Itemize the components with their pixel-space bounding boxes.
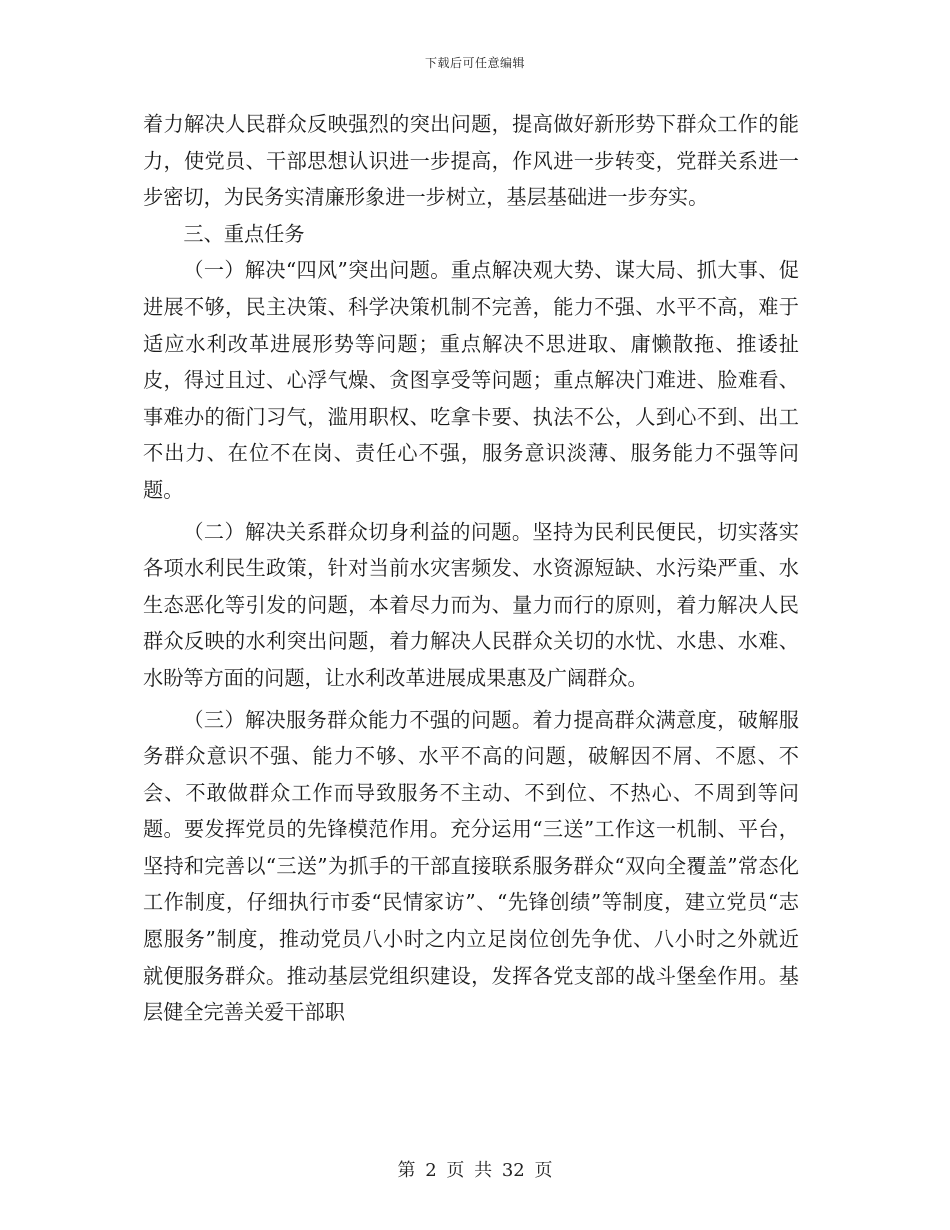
- section-heading-key-tasks: 三、重点任务: [183, 221, 305, 246]
- page-number-footer: 第 2 页 共 32 页: [397, 1160, 553, 1181]
- paragraph-task-2: （二）解决关系群众切身利益的问题。坚持为民利民便民，切实落实各项水利民生政策，针对当前水灾害频发、水资源短缺、水污染严重、水生态恶化等引发的问题，本着尽力而为、量力而行的原则，着力解决人民群众反映的水利突出问题，着力解决人民群众关切的水忧、水患、水难、水盼等方面的问题，让水利改革进展成果惠及广阔群众。: [143, 519, 799, 690]
- paragraph-task-1: （一）解决“四风”突出问题。重点解决观大势、谋大局、抓大事、促进展不够，民主决策、科学决策机制不完善，能力不强、水平不高，难于适应水利改革进展形势等问题；重点解决不思进取、庸懒散拖、推诿扯皮，得过且过、心浮气燥、贪图享受等问题；重点解决门难进、脸难看、事难办的衙门习气，滥用职权、吃拿卡要、执法不公，人到心不到、出工不出力、在位不在岗、责任心不强，服务意识淡薄、服务能力不强等问题。: [143, 258, 799, 502]
- document-body: [143, 106, 799, 1031]
- paragraph-task-3: （三）解决服务群众能力不强的问题。着力提高群众满意度，破解服务群众意识不强、能力不够、水平不高的问题，破解因不屑、不愿、不会、不敢做群众工作而导致服务不主动、不到位、不热心、不周到等问题。要发挥党员的先锋模范作用。充分运用“三送”工作这一机制、平台，坚持和完善以“三送”为抓手的干部直接联系服务群众“双向全覆盖”常态化工作制度，仔细执行市委“民情家访”、“先锋创绩”等制度，建立党员“志愿服务”制度，推动党员八小时之内立足岗位创先争优、八小时之外就近就便服务群众。推动基层党组织建设，发挥各党支部的战斗堡垒作用。基层健全完善关爱干部职: [143, 707, 799, 1025]
- page-header-note: 下载后可任意编辑: [424, 56, 525, 70]
- paragraph-intro-continuation: 着力解决人民群众反映强烈的突出问题，提高做好新形势下群众工作的能力，使党员、干部思想认识进一步提高，作风进一步转变，党群关系进一步密切，为民务实清廉形象进一步树立，基层基础进一步夯实。: [143, 112, 799, 210]
